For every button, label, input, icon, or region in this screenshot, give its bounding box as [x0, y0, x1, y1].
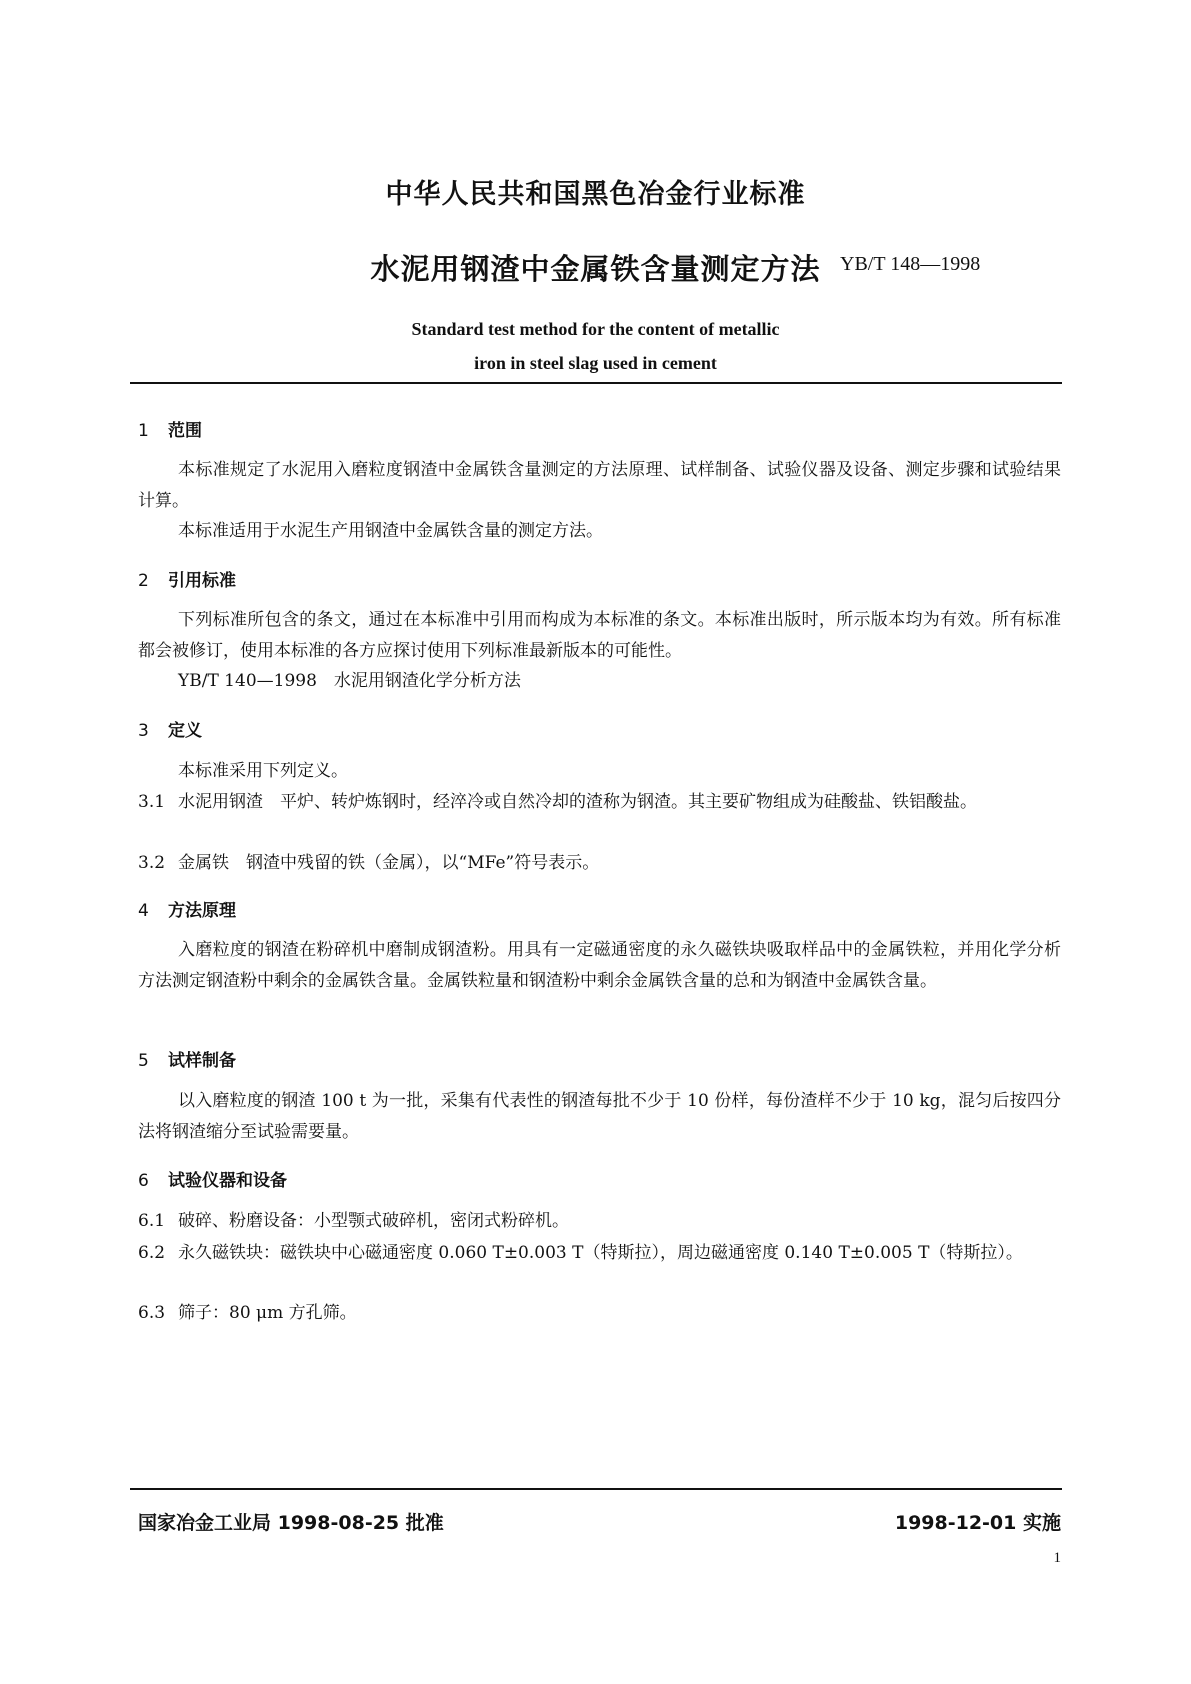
section-5-heading — [138, 1046, 236, 1071]
section-title: 引用标准 — [168, 571, 236, 591]
clause-3-1 — [138, 787, 1061, 818]
footer-divider — [130, 1488, 1062, 1490]
section-title: 定义 — [168, 721, 202, 741]
section-title: 试样制备 — [168, 1051, 236, 1071]
section-number: 4 — [138, 901, 149, 921]
section-title: 方法原理 — [168, 901, 236, 921]
section-1-heading — [138, 416, 202, 441]
clause-6-3 — [138, 1298, 1061, 1329]
approval-date: 国家冶金工业局 1998-08-25 批准 — [138, 1512, 444, 1534]
section-2-paragraph-1: 下列标准所包含的条文，通过在本标准中引用而构成为本标准的条文。本标准出版时，所示版本均为有效。所有标准都会被修订，使用本标准的各方应探讨使用下列标准最新版本的可能性。 — [138, 610, 1061, 661]
implementation-date: 1998-12-01 实施 — [894, 1512, 1061, 1534]
section-2-reference: YB/T 140—1998 水泥用钢渣化学分析方法 — [178, 671, 521, 691]
document-title: 水泥用钢渣中金属铁含量测定方法 — [370, 252, 821, 286]
section-number: 2 — [138, 571, 149, 591]
clause-3-2 — [138, 848, 1061, 879]
clause-number: 6.1 — [138, 1211, 166, 1231]
clause-text: 金属铁 钢渣中残留的铁（金属），以“MFe”符号表示。 — [178, 853, 600, 873]
section-number: 3 — [138, 721, 149, 741]
section-3-heading — [138, 716, 202, 741]
clause-text: 水泥用钢渣 平炉、转炉炼钢时，经淬冷或自然冷却的渣称为钢渣。其主要矿物组成为硅酸盐、铁铝酸盐。 — [178, 792, 977, 812]
standard-number: YB/T 148—1998 — [840, 253, 981, 275]
clause-number: 3.2 — [138, 853, 166, 873]
section-4-heading — [138, 896, 236, 921]
section-title: 范围 — [168, 421, 202, 441]
standard-category: 中华人民共和国黑色冶金行业标准 — [385, 179, 806, 210]
clause-number: 3.1 — [138, 792, 166, 812]
clause-text: 破碎、粉磨设备：小型颚式破碎机，密闭式粉碎机。 — [178, 1211, 569, 1231]
clause-text: 永久磁铁块：磁铁块中心磁通密度 0.060 T±0.003 T（特斯拉），周边磁通密度 0.140 T±0.005 T（特斯拉）。 — [178, 1243, 1023, 1263]
section-4-paragraph-1: 入磨粒度的钢渣在粉碎机中磨制成钢渣粉。用具有一定磁通密度的永久磁铁块吸取样品中的金属铁粒，并用化学分析方法测定钢渣粉中剩余的金属铁含量。金属铁粒量和钢渣粉中剩余金属铁含量的总和为钢渣中金属铁含量。 — [138, 940, 1061, 991]
clause-number: 6.2 — [138, 1243, 166, 1263]
section-6-heading — [138, 1166, 287, 1191]
section-5-paragraph-1: 以入磨粒度的钢渣 100 t 为一批，采集有代表性的钢渣每批不少于 10 份样，每份渣样不少于 10 kg，混匀后按四分法将钢渣缩分至试验需要量。 — [138, 1091, 1061, 1142]
section-3-paragraph-1: 本标准采用下列定义。 — [178, 761, 348, 781]
clause-6-1 — [138, 1206, 1061, 1237]
section-2-heading — [138, 566, 236, 591]
english-title-line1: Standard test method for the content of metallic — [411, 319, 780, 339]
clause-text: 筛子：80 μm 方孔筛。 — [178, 1303, 357, 1323]
english-title-line2: iron in steel slag used in cement — [474, 353, 717, 373]
header-divider — [130, 382, 1062, 384]
clause-6-2 — [138, 1238, 1061, 1269]
clause-number: 6.3 — [138, 1303, 166, 1323]
english-title — [0, 312, 1191, 380]
section-1-paragraph-1: 本标准规定了水泥用入磨粒度钢渣中金属铁含量测定的方法原理、试样制备、试验仪器及设备、测定步骤和试验结果计算。 — [138, 460, 1061, 511]
page-number: 1 — [1053, 1550, 1061, 1566]
section-title: 试验仪器和设备 — [168, 1171, 287, 1191]
section-1-paragraph-2: 本标准适用于水泥生产用钢渣中金属铁含量的测定方法。 — [178, 521, 603, 541]
section-number: 5 — [138, 1051, 149, 1071]
section-number: 6 — [138, 1171, 149, 1191]
section-number: 1 — [138, 421, 149, 441]
